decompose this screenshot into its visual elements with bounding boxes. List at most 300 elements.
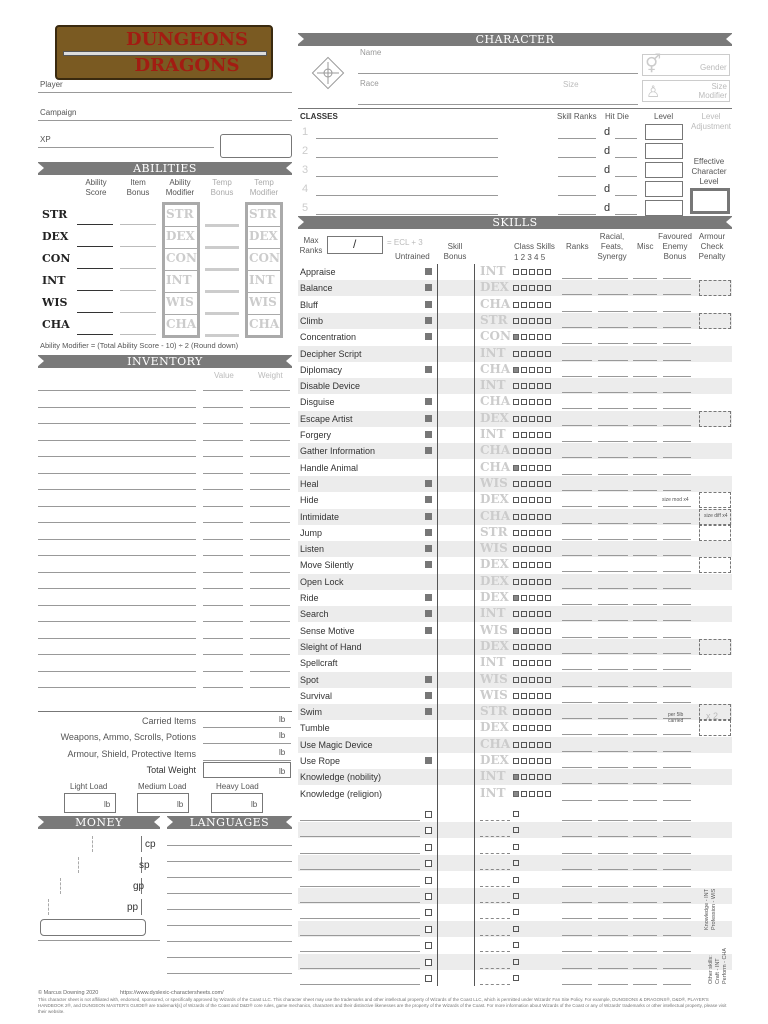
skill-misc-line[interactable] [633, 278, 657, 279]
skill-misc-line[interactable] [633, 800, 657, 801]
skill-racial-line[interactable] [598, 783, 628, 784]
inventory-weight-line[interactable] [250, 654, 290, 655]
language-line[interactable] [167, 941, 292, 942]
skill-misc-line[interactable] [633, 620, 657, 621]
inventory-value-line[interactable] [203, 539, 243, 540]
inventory-value-line[interactable] [203, 423, 243, 424]
skill-misc-line[interactable] [633, 783, 657, 784]
class-name-line[interactable] [316, 157, 498, 158]
skill-favoured-line[interactable] [663, 918, 691, 919]
skill-ranks-line[interactable] [562, 935, 592, 936]
skill-racial-line[interactable] [598, 490, 628, 491]
skill-racial-line[interactable] [598, 800, 628, 801]
class-skill-checkbox[interactable] [513, 318, 519, 324]
ability-score-line[interactable] [77, 290, 113, 291]
inventory-weight-line[interactable] [250, 440, 290, 441]
class-skill-checkbox[interactable] [513, 383, 519, 389]
skill-ranks-line[interactable] [562, 686, 592, 687]
class-skill-checkbox[interactable] [521, 774, 527, 780]
class-skill-checkbox[interactable] [521, 530, 527, 536]
skill-racial-line[interactable] [598, 767, 628, 768]
skill-misc-line[interactable] [633, 457, 657, 458]
untrained-checkbox[interactable] [425, 844, 432, 851]
armour-check-box[interactable] [699, 525, 731, 541]
coin-field[interactable] [92, 836, 142, 852]
skill-racial-line[interactable] [598, 637, 628, 638]
class-skill-checkbox[interactable] [537, 465, 543, 471]
inventory-value-line[interactable] [203, 687, 243, 688]
class-skill-checkbox[interactable] [521, 383, 527, 389]
skill-misc-line[interactable] [633, 506, 657, 507]
skill-favoured-line[interactable] [663, 653, 691, 654]
blank-skill-ability-line[interactable] [480, 869, 510, 870]
skill-ranks-line[interactable] [562, 800, 592, 801]
class-skill-checkbox[interactable] [521, 302, 527, 308]
skill-ranks-line[interactable] [562, 474, 592, 475]
skill-favoured-line[interactable] [663, 951, 691, 952]
skill-ranks-line[interactable] [562, 783, 592, 784]
class-skill-checkbox[interactable] [521, 644, 527, 650]
skill-favoured-line[interactable] [663, 425, 691, 426]
class-skill-checkbox[interactable] [529, 725, 535, 731]
skill-ranks-line[interactable] [562, 490, 592, 491]
skill-favoured-line[interactable] [663, 886, 691, 887]
class-skill-checkbox[interactable] [545, 269, 551, 275]
class-skill-checkbox[interactable] [521, 367, 527, 373]
skill-favoured-line[interactable] [663, 539, 691, 540]
skill-racial-line[interactable] [598, 555, 628, 556]
class-skill-checkbox[interactable] [521, 709, 527, 715]
inventory-weight-line[interactable] [250, 407, 290, 408]
class-skill-checkbox[interactable] [529, 758, 535, 764]
item-bonus-line[interactable] [120, 268, 156, 269]
blank-skill-name-line[interactable] [300, 935, 420, 936]
class-skill-checkbox[interactable] [513, 644, 519, 650]
skill-misc-line[interactable] [633, 836, 657, 837]
inventory-value-line[interactable] [203, 522, 243, 523]
skill-ranks-line[interactable] [562, 571, 592, 572]
skill-ranks-line[interactable] [562, 457, 592, 458]
class-skill-checkbox[interactable] [529, 742, 535, 748]
skill-favoured-line[interactable] [663, 637, 691, 638]
class-skill-checkbox[interactable] [513, 562, 519, 568]
class-skill-checkbox[interactable] [545, 432, 551, 438]
armour-check-box[interactable] [699, 720, 731, 736]
skill-racial-line[interactable] [598, 718, 628, 719]
skill-racial-line[interactable] [598, 506, 628, 507]
skill-ranks-line[interactable] [562, 718, 592, 719]
class-skill-checkbox[interactable] [537, 644, 543, 650]
skill-racial-line[interactable] [598, 376, 628, 377]
class-skill-checkbox[interactable] [513, 811, 519, 817]
total-weight-box[interactable] [203, 762, 291, 778]
xp-box[interactable] [220, 134, 292, 158]
class-skill-checkbox[interactable] [513, 909, 519, 915]
skill-ranks-line[interactable] [562, 425, 592, 426]
skill-racial-line[interactable] [598, 539, 628, 540]
skill-ranks-line[interactable] [562, 506, 592, 507]
skill-ranks-line[interactable] [562, 984, 592, 985]
inventory-item-line[interactable] [38, 638, 196, 639]
class-skill-checkbox[interactable] [529, 383, 535, 389]
skill-favoured-line[interactable] [663, 343, 691, 344]
class-level-box[interactable] [645, 124, 683, 140]
blank-skill-name-line[interactable] [300, 918, 420, 919]
skill-ranks-line[interactable] [562, 392, 592, 393]
skill-misc-line[interactable] [633, 951, 657, 952]
class-skill-ranks-line[interactable] [558, 214, 596, 215]
skill-misc-line[interactable] [633, 718, 657, 719]
class-skill-checkbox[interactable] [513, 367, 519, 373]
skill-misc-line[interactable] [633, 653, 657, 654]
class-skill-checkbox[interactable] [537, 791, 543, 797]
class-skill-checkbox[interactable] [521, 481, 527, 487]
skill-racial-line[interactable] [598, 984, 628, 985]
skill-misc-line[interactable] [633, 886, 657, 887]
effective-level-box[interactable] [690, 188, 730, 214]
skill-racial-line[interactable] [598, 343, 628, 344]
skill-ranks-line[interactable] [562, 968, 592, 969]
skill-misc-line[interactable] [633, 853, 657, 854]
class-skill-checkbox[interactable] [537, 481, 543, 487]
skill-misc-line[interactable] [633, 360, 657, 361]
inventory-value-line[interactable] [203, 473, 243, 474]
skill-racial-line[interactable] [598, 653, 628, 654]
class-skill-checkbox[interactable] [545, 334, 551, 340]
inventory-value-line[interactable] [203, 555, 243, 556]
class-skill-checkbox[interactable] [537, 351, 543, 357]
weight-total-line[interactable] [203, 727, 291, 728]
skill-ranks-line[interactable] [562, 918, 592, 919]
class-skill-checkbox[interactable] [513, 448, 519, 454]
xp-line[interactable] [38, 147, 214, 148]
skill-racial-line[interactable] [598, 425, 628, 426]
skill-racial-line[interactable] [598, 523, 628, 524]
class-skill-ranks-line[interactable] [558, 195, 596, 196]
class-skill-checkbox[interactable] [545, 318, 551, 324]
inventory-item-line[interactable] [38, 687, 196, 688]
skill-racial-line[interactable] [598, 935, 628, 936]
class-skill-checkbox[interactable] [537, 285, 543, 291]
temp-bonus-line[interactable] [205, 246, 239, 249]
class-skill-checkbox[interactable] [521, 448, 527, 454]
skill-misc-line[interactable] [633, 702, 657, 703]
class-skill-checkbox[interactable] [529, 302, 535, 308]
armour-check-box[interactable] [699, 492, 731, 508]
class-skill-checkbox[interactable] [529, 595, 535, 601]
class-skill-checkbox[interactable] [529, 432, 535, 438]
class-skill-checkbox[interactable] [545, 595, 551, 601]
skill-racial-line[interactable] [598, 853, 628, 854]
class-skill-checkbox[interactable] [529, 644, 535, 650]
class-skill-checkbox[interactable] [529, 562, 535, 568]
blank-skill-ability-line[interactable] [480, 951, 510, 952]
skill-racial-line[interactable] [598, 294, 628, 295]
hit-die-line[interactable] [615, 195, 637, 196]
class-skill-checkbox[interactable] [537, 546, 543, 552]
skill-ranks-line[interactable] [562, 853, 592, 854]
class-skill-checkbox[interactable] [529, 318, 535, 324]
class-skill-checkbox[interactable] [513, 399, 519, 405]
class-skill-checkbox[interactable] [545, 774, 551, 780]
class-skill-checkbox[interactable] [537, 399, 543, 405]
class-name-line[interactable] [316, 195, 498, 196]
inventory-weight-line[interactable] [250, 605, 290, 606]
class-skill-checkbox[interactable] [529, 514, 535, 520]
class-skill-checkbox[interactable] [545, 465, 551, 471]
class-skill-checkbox[interactable] [513, 334, 519, 340]
class-skill-checkbox[interactable] [537, 530, 543, 536]
inventory-weight-line[interactable] [250, 671, 290, 672]
class-skill-checkbox[interactable] [529, 416, 535, 422]
blank-skill-name-line[interactable] [300, 836, 420, 837]
skill-misc-line[interactable] [633, 474, 657, 475]
class-skill-checkbox[interactable] [537, 693, 543, 699]
skill-ranks-line[interactable] [562, 539, 592, 540]
class-skill-checkbox[interactable] [513, 579, 519, 585]
class-skill-checkbox[interactable] [545, 530, 551, 536]
class-skill-checkbox[interactable] [513, 432, 519, 438]
class-skill-checkbox[interactable] [545, 791, 551, 797]
class-skill-ranks-line[interactable] [558, 176, 596, 177]
class-skill-checkbox[interactable] [521, 465, 527, 471]
campaign-line[interactable] [38, 120, 292, 121]
class-skill-checkbox[interactable] [537, 448, 543, 454]
class-skill-checkbox[interactable] [513, 546, 519, 552]
skill-racial-line[interactable] [598, 392, 628, 393]
skill-ranks-line[interactable] [562, 555, 592, 556]
class-skill-checkbox[interactable] [537, 709, 543, 715]
skill-misc-line[interactable] [633, 408, 657, 409]
skill-racial-line[interactable] [598, 902, 628, 903]
class-skill-checkbox[interactable] [521, 416, 527, 422]
skill-misc-line[interactable] [633, 490, 657, 491]
class-skill-checkbox[interactable] [545, 448, 551, 454]
temp-bonus-line[interactable] [205, 290, 239, 293]
blank-skill-ability-line[interactable] [480, 968, 510, 969]
inventory-weight-line[interactable] [250, 473, 290, 474]
class-skill-checkbox[interactable] [521, 791, 527, 797]
skill-favoured-line[interactable] [663, 523, 691, 524]
skill-ranks-line[interactable] [562, 869, 592, 870]
coin-field[interactable] [78, 857, 142, 873]
skill-ranks-line[interactable] [562, 734, 592, 735]
skill-misc-line[interactable] [633, 327, 657, 328]
temp-bonus-line[interactable] [205, 268, 239, 271]
skill-misc-line[interactable] [633, 734, 657, 735]
skill-ranks-line[interactable] [562, 523, 592, 524]
class-skill-checkbox[interactable] [521, 399, 527, 405]
class-skill-checkbox[interactable] [529, 709, 535, 715]
class-skill-checkbox[interactable] [521, 497, 527, 503]
skill-racial-line[interactable] [598, 734, 628, 735]
skill-misc-line[interactable] [633, 820, 657, 821]
class-skill-checkbox[interactable] [537, 725, 543, 731]
skill-ranks-line[interactable] [562, 360, 592, 361]
class-skill-checkbox[interactable] [513, 926, 519, 932]
class-skill-checkbox[interactable] [521, 611, 527, 617]
untrained-checkbox[interactable] [425, 893, 432, 900]
class-skill-checkbox[interactable] [513, 860, 519, 866]
class-skill-checkbox[interactable] [545, 416, 551, 422]
hit-die-line[interactable] [615, 214, 637, 215]
skill-racial-line[interactable] [598, 408, 628, 409]
skill-favoured-line[interactable] [663, 984, 691, 985]
class-skill-checkbox[interactable] [529, 399, 535, 405]
item-bonus-line[interactable] [120, 334, 156, 335]
class-skill-checkbox[interactable] [529, 530, 535, 536]
inventory-item-line[interactable] [38, 390, 196, 391]
class-skill-checkbox[interactable] [529, 269, 535, 275]
class-skill-checkbox[interactable] [545, 709, 551, 715]
class-skill-checkbox[interactable] [537, 758, 543, 764]
skill-misc-line[interactable] [633, 902, 657, 903]
skill-favoured-line[interactable] [663, 734, 691, 735]
class-name-line[interactable] [316, 138, 498, 139]
class-skill-checkbox[interactable] [513, 416, 519, 422]
class-skill-checkbox[interactable] [537, 416, 543, 422]
skill-misc-line[interactable] [633, 343, 657, 344]
language-line[interactable] [167, 893, 292, 894]
inventory-value-line[interactable] [203, 605, 243, 606]
skill-ranks-line[interactable] [562, 702, 592, 703]
skill-favoured-line[interactable] [663, 278, 691, 279]
blank-skill-ability-line[interactable] [480, 886, 510, 887]
class-skill-checkbox[interactable] [513, 595, 519, 601]
class-name-line[interactable] [316, 176, 498, 177]
class-skill-checkbox[interactable] [513, 660, 519, 666]
skill-misc-line[interactable] [633, 968, 657, 969]
class-level-box[interactable] [645, 181, 683, 197]
class-skill-checkbox[interactable] [513, 975, 519, 981]
weight-total-line[interactable] [203, 760, 291, 761]
inventory-value-line[interactable] [203, 588, 243, 589]
skill-misc-line[interactable] [633, 588, 657, 589]
class-skill-checkbox[interactable] [529, 334, 535, 340]
skill-favoured-line[interactable] [663, 767, 691, 768]
class-skill-checkbox[interactable] [521, 595, 527, 601]
skill-misc-line[interactable] [633, 935, 657, 936]
skill-ranks-line[interactable] [562, 588, 592, 589]
blank-skill-ability-line[interactable] [480, 853, 510, 854]
class-skill-checkbox[interactable] [545, 562, 551, 568]
armour-check-box[interactable] [699, 557, 731, 573]
skill-favoured-line[interactable] [663, 620, 691, 621]
skill-racial-line[interactable] [598, 836, 628, 837]
ability-score-line[interactable] [77, 246, 113, 247]
skill-favoured-line[interactable] [663, 902, 691, 903]
class-skill-checkbox[interactable] [545, 497, 551, 503]
class-skill-ranks-line[interactable] [558, 138, 596, 139]
skill-racial-line[interactable] [598, 457, 628, 458]
class-skill-checkbox[interactable] [545, 758, 551, 764]
money-extra-box[interactable] [40, 919, 146, 936]
class-skill-checkbox[interactable] [529, 579, 535, 585]
class-skill-checkbox[interactable] [513, 514, 519, 520]
language-line[interactable] [167, 845, 292, 846]
class-skill-checkbox[interactable] [513, 774, 519, 780]
class-skill-checkbox[interactable] [537, 562, 543, 568]
inventory-value-line[interactable] [203, 456, 243, 457]
temp-bonus-line[interactable] [205, 312, 239, 315]
skill-racial-line[interactable] [598, 311, 628, 312]
race-line[interactable] [358, 104, 638, 105]
skill-favoured-line[interactable] [663, 408, 691, 409]
footer-url[interactable]: https://www.dyslexic-charactersheets.com/ [120, 990, 224, 996]
inventory-weight-line[interactable] [250, 638, 290, 639]
skill-misc-line[interactable] [633, 604, 657, 605]
language-line[interactable] [167, 877, 292, 878]
untrained-checkbox[interactable] [425, 811, 432, 818]
inventory-value-line[interactable] [203, 621, 243, 622]
skill-misc-line[interactable] [633, 311, 657, 312]
language-line[interactable] [167, 957, 292, 958]
skill-favoured-line[interactable] [663, 360, 691, 361]
untrained-checkbox[interactable] [425, 827, 432, 834]
ability-score-line[interactable] [77, 268, 113, 269]
class-skill-checkbox[interactable] [513, 709, 519, 715]
skill-misc-line[interactable] [633, 294, 657, 295]
class-skill-checkbox[interactable] [521, 334, 527, 340]
skill-ranks-line[interactable] [562, 327, 592, 328]
class-skill-checkbox[interactable] [513, 893, 519, 899]
hit-die-line[interactable] [615, 157, 637, 158]
class-skill-checkbox[interactable] [521, 562, 527, 568]
inventory-item-line[interactable] [38, 654, 196, 655]
class-skill-checkbox[interactable] [513, 758, 519, 764]
skill-racial-line[interactable] [598, 669, 628, 670]
skill-ranks-line[interactable] [562, 278, 592, 279]
class-skill-checkbox[interactable] [521, 579, 527, 585]
inventory-item-line[interactable] [38, 539, 196, 540]
inventory-value-line[interactable] [203, 506, 243, 507]
class-level-box[interactable] [645, 200, 683, 216]
class-skill-checkbox[interactable] [521, 628, 527, 634]
blank-skill-ability-line[interactable] [480, 820, 510, 821]
class-skill-checkbox[interactable] [529, 465, 535, 471]
skill-ranks-line[interactable] [562, 620, 592, 621]
skill-racial-line[interactable] [598, 886, 628, 887]
class-name-line[interactable] [316, 214, 498, 215]
class-skill-checkbox[interactable] [545, 399, 551, 405]
skill-misc-line[interactable] [633, 425, 657, 426]
skill-ranks-line[interactable] [562, 951, 592, 952]
class-skill-checkbox[interactable] [545, 367, 551, 373]
class-skill-checkbox[interactable] [513, 497, 519, 503]
untrained-checkbox[interactable] [425, 909, 432, 916]
inventory-item-line[interactable] [38, 671, 196, 672]
inventory-weight-line[interactable] [250, 456, 290, 457]
skill-racial-line[interactable] [598, 278, 628, 279]
coin-field[interactable] [60, 878, 145, 894]
inventory-item-line[interactable] [38, 440, 196, 441]
class-skill-checkbox[interactable] [537, 774, 543, 780]
class-skill-checkbox[interactable] [513, 942, 519, 948]
skill-misc-line[interactable] [633, 669, 657, 670]
skill-racial-line[interactable] [598, 968, 628, 969]
class-skill-checkbox[interactable] [521, 758, 527, 764]
class-skill-checkbox[interactable] [545, 285, 551, 291]
skill-ranks-line[interactable] [562, 604, 592, 605]
class-skill-checkbox[interactable] [537, 660, 543, 666]
skill-ranks-line[interactable] [562, 408, 592, 409]
class-skill-checkbox[interactable] [521, 285, 527, 291]
skill-misc-line[interactable] [633, 984, 657, 985]
skill-racial-line[interactable] [598, 620, 628, 621]
blank-skill-name-line[interactable] [300, 869, 420, 870]
skill-favoured-line[interactable] [663, 376, 691, 377]
blank-skill-name-line[interactable] [300, 984, 420, 985]
